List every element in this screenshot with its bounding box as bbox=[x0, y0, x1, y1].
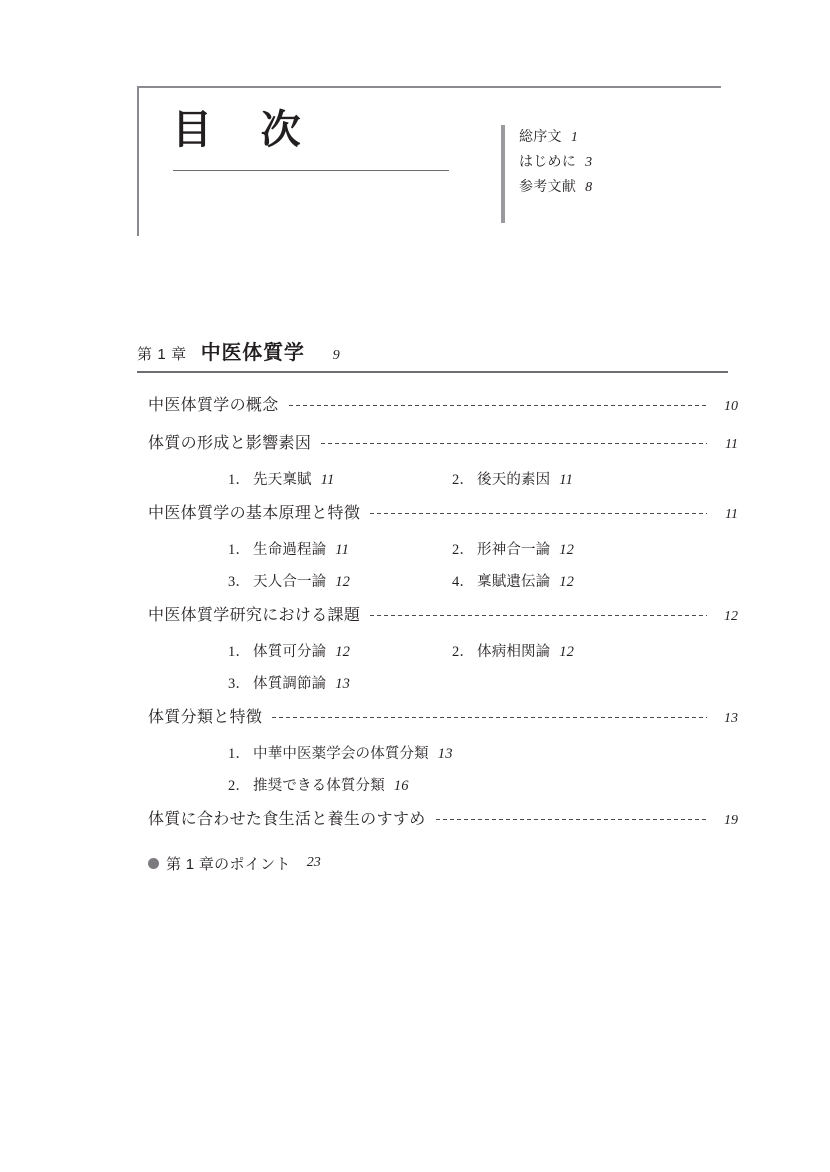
toc-entry-page: 13 bbox=[724, 711, 738, 726]
subentry-number: 2． bbox=[452, 644, 475, 660]
toc-entry[interactable] bbox=[137, 500, 738, 538]
dot-leader bbox=[436, 819, 707, 820]
front-matter-label: はじめに bbox=[519, 155, 577, 170]
subentry-number: 1． bbox=[228, 472, 251, 488]
toc-entry-label: 中医体質学の概念 bbox=[148, 397, 279, 414]
chapter-divider-rule bbox=[137, 371, 728, 373]
subentry-label: 稟賦遺伝論 bbox=[477, 574, 551, 590]
toc-entry-label: 中医体質学研究における課題 bbox=[148, 607, 361, 624]
toc-subentry-row bbox=[137, 570, 738, 602]
subentry-number: 3． bbox=[228, 676, 251, 692]
masthead-block bbox=[137, 86, 721, 236]
filled-circle-bullet-icon bbox=[148, 858, 159, 869]
chapter-point-page: 23 bbox=[306, 855, 321, 870]
toc-subentry[interactable] bbox=[228, 570, 452, 591]
front-matter-label: 参考文献 bbox=[519, 180, 577, 195]
subentry-number: 4． bbox=[452, 574, 475, 590]
toc-entry-label: 体質に合わせた食生活と養生のすすめ bbox=[148, 811, 426, 828]
chapter-point-label: 第 1 章のポイント bbox=[166, 855, 291, 873]
subentry-page: 13 bbox=[335, 676, 351, 692]
toc-entry-label: 体質の形成と影響素因 bbox=[148, 435, 312, 452]
chapter-heading bbox=[137, 336, 728, 373]
front-matter-item[interactable] bbox=[519, 150, 592, 175]
toc-entry[interactable] bbox=[137, 392, 738, 430]
toc-entry-page: 19 bbox=[724, 813, 738, 828]
toc-entry[interactable] bbox=[137, 704, 738, 742]
chapter-title: 中医体質学 bbox=[200, 342, 305, 364]
front-matter-item[interactable] bbox=[519, 175, 592, 200]
toc-subentry-row bbox=[137, 538, 738, 570]
subentry-page: 12 bbox=[335, 644, 351, 660]
toc-subentry[interactable] bbox=[452, 538, 574, 559]
toc-subentry[interactable] bbox=[228, 774, 452, 795]
toc-subentry[interactable] bbox=[228, 640, 452, 661]
subentry-page: 16 bbox=[393, 778, 409, 794]
dot-leader bbox=[370, 615, 707, 616]
front-matter-page: 1 bbox=[570, 130, 578, 145]
toc-entry-label: 体質分類と特徴 bbox=[148, 709, 263, 726]
subentry-page: 12 bbox=[335, 574, 351, 590]
toc-entry-list bbox=[137, 392, 738, 880]
subentry-number: 1． bbox=[228, 542, 251, 558]
subentry-number: 1． bbox=[228, 746, 251, 762]
toc-entry[interactable] bbox=[137, 602, 738, 640]
dot-leader bbox=[370, 513, 707, 514]
toc-subentry-row bbox=[137, 640, 738, 672]
subentry-number: 2． bbox=[228, 778, 251, 794]
front-matter-page: 3 bbox=[585, 155, 593, 170]
front-matter-label: 総序文 bbox=[519, 130, 562, 145]
toc-subentry[interactable] bbox=[228, 672, 452, 693]
dot-leader bbox=[321, 443, 707, 444]
chapter-page-number: 9 bbox=[332, 348, 340, 363]
subentry-number: 3． bbox=[228, 574, 251, 590]
toc-subentry-row bbox=[137, 672, 738, 704]
subentry-page: 11 bbox=[320, 472, 335, 488]
subentry-number: 2． bbox=[452, 542, 475, 558]
toc-entry-page: 12 bbox=[724, 609, 738, 624]
toc-subentry[interactable] bbox=[452, 640, 574, 661]
subentry-label: 天人合一論 bbox=[253, 574, 327, 590]
toc-subentry[interactable] bbox=[452, 468, 573, 489]
toc-entry-page: 11 bbox=[725, 437, 738, 452]
chapter-number: 第 1 章 bbox=[137, 346, 187, 363]
toc-entry-label: 中医体質学の基本原理と特徴 bbox=[148, 505, 361, 522]
subentry-page: 12 bbox=[559, 574, 575, 590]
subentry-label: 先天稟賦 bbox=[253, 472, 312, 488]
toc-entry-page: 11 bbox=[725, 507, 738, 522]
toc-subentry[interactable] bbox=[228, 538, 452, 559]
front-matter-list bbox=[501, 125, 592, 223]
toc-entry[interactable] bbox=[137, 806, 738, 844]
subentry-page: 13 bbox=[437, 746, 453, 762]
page-title: 目 次 bbox=[172, 108, 310, 152]
subentry-label: 体病相関論 bbox=[477, 644, 551, 660]
subentry-label: 体質可分論 bbox=[253, 644, 327, 660]
front-matter-item[interactable] bbox=[519, 125, 592, 150]
title-underline-rule bbox=[173, 170, 449, 171]
subentry-label: 体質調節論 bbox=[253, 676, 327, 692]
dot-leader bbox=[289, 405, 707, 406]
toc-subentry-row bbox=[137, 774, 738, 806]
subentry-page: 12 bbox=[559, 542, 575, 558]
toc-entry-page: 10 bbox=[724, 399, 738, 414]
front-matter-page: 8 bbox=[585, 180, 593, 195]
toc-subentry-row bbox=[137, 742, 738, 774]
dot-leader bbox=[272, 717, 707, 718]
chapter-point-entry[interactable] bbox=[137, 846, 738, 880]
subentry-page: 11 bbox=[335, 542, 349, 558]
subentry-label: 後天的素因 bbox=[477, 472, 551, 488]
subentry-label: 形神合一論 bbox=[477, 542, 551, 558]
toc-subentry[interactable] bbox=[452, 570, 574, 591]
subentry-label: 中華中医薬学会の体質分類 bbox=[253, 746, 429, 762]
toc-subentry-row bbox=[137, 468, 738, 500]
toc-entry[interactable] bbox=[137, 430, 738, 468]
toc-subentry[interactable] bbox=[228, 468, 452, 489]
subentry-number: 2． bbox=[452, 472, 475, 488]
subentry-page: 11 bbox=[559, 472, 573, 488]
subentry-label: 生命過程論 bbox=[253, 542, 327, 558]
subentry-number: 1． bbox=[228, 644, 251, 660]
toc-subentry[interactable] bbox=[228, 742, 452, 763]
subentry-page: 12 bbox=[559, 644, 575, 660]
subentry-label: 推奨できる体質分類 bbox=[253, 778, 385, 794]
